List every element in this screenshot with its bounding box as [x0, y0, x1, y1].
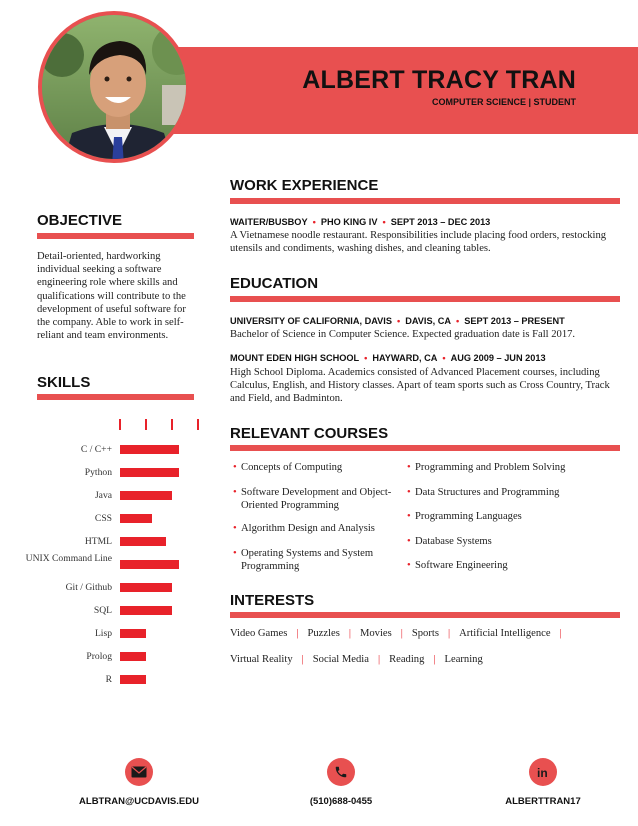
interests-rule	[230, 612, 620, 618]
course-item: • Algorithm Design and Analysis	[231, 523, 401, 536]
skill-bar	[120, 583, 172, 592]
education-place: HAYWARD, CA	[372, 353, 438, 363]
interest-item: Social Media	[312, 654, 369, 665]
course-item: • Database Systems	[405, 536, 620, 549]
phone-text[interactable]: (510)688-0455	[309, 796, 373, 807]
interest-item: Virtual Reality	[230, 654, 293, 665]
skill-bar	[120, 445, 179, 454]
work-description: A Vietnamese noodle restaurant. Responsibilities include placing food orders, restocking utensils and condiments, washing dishes, and cleaning tables.	[230, 230, 607, 255]
skill-bar	[120, 514, 152, 523]
skills-rule	[37, 394, 194, 400]
education-description: Bachelor of Science in Computer Science. Expected graduation date is Fall 2017.	[230, 329, 576, 340]
course-item: • Data Structures and Programming	[405, 487, 620, 500]
objective-title: OBJECTIVE	[37, 212, 123, 229]
skill-label: SQL	[93, 605, 112, 616]
education-rule	[230, 296, 620, 302]
interests-title: INTERESTS	[230, 592, 315, 609]
skill-bar	[120, 675, 146, 684]
education-dates: AUG 2009 – JUN 2013	[450, 353, 546, 363]
skill-bar	[120, 537, 166, 546]
course-item: • Programming Languages	[405, 511, 620, 524]
skill-bar	[120, 629, 146, 638]
course-item: • Operating Systems and System Programming	[231, 548, 401, 573]
work-role: WAITER/BUSBOY	[230, 217, 308, 227]
skill-bar	[120, 468, 179, 477]
skill-label: Git / Github	[65, 582, 112, 593]
skill-label: Java	[94, 490, 112, 501]
education-school: MOUNT EDEN HIGH SCHOOL	[230, 353, 360, 363]
course-item: • Software Engineering	[405, 560, 620, 573]
education-description: High School Diploma. Academics consisted of Advanced Placement courses, including Calculus, English, and History classes. Apart of team sports such as Cross Country, Track and Field, and Badminton.	[230, 367, 610, 405]
work-title: WORK EXPERIENCE	[230, 177, 379, 194]
education-place: DAVIS, CA	[405, 316, 451, 326]
education-title: EDUCATION	[230, 275, 319, 292]
skill-label: Prolog	[86, 651, 112, 662]
work-place: PHO KING IV	[320, 217, 378, 227]
skill-label: R	[105, 674, 112, 685]
skill-label: UNIX Command Line	[25, 553, 112, 564]
scale-tick	[197, 419, 199, 430]
phone-icon[interactable]	[327, 758, 355, 786]
scale-tick	[119, 419, 121, 430]
education-entry-head: MOUNT EDEN HIGH SCHOOL • HAYWARD, CA • AUG 2009 – JUN 2013	[230, 353, 546, 363]
skill-bar	[120, 606, 172, 615]
education-dates: SEPT 2013 – PRESENT	[464, 316, 565, 326]
linkedin-icon[interactable]	[529, 758, 557, 786]
scale-tick	[171, 419, 173, 430]
interest-item: Artificial Intelligence	[459, 628, 551, 639]
skill-bar	[120, 491, 172, 500]
scale-tick	[145, 419, 147, 430]
work-rule	[230, 198, 620, 204]
interest-item: Reading	[389, 654, 425, 665]
interest-item: Movies	[359, 628, 392, 639]
work-entry-head: WAITER/BUSBOY • PHO KING IV • SEPT 2013 – DEC 2013	[230, 217, 491, 227]
objective-rule	[37, 233, 194, 239]
education-entry-head: UNIVERSITY OF CALIFORNIA, DAVIS • DAVIS, CA • SEPT 2013 – PRESENT	[230, 316, 565, 326]
interest-item: Sports	[411, 628, 439, 639]
course-item: • Concepts of Computing	[231, 462, 401, 475]
job-subtitle: COMPUTER SCIENCE | STUDENT	[431, 97, 576, 107]
profile-photo	[38, 11, 190, 163]
courses-title: RELEVANT COURSES	[230, 425, 389, 442]
skill-bar	[120, 560, 179, 569]
email-text[interactable]: ALBTRAN@UCDAVIS.EDU	[79, 796, 199, 807]
skills-title: SKILLS	[37, 374, 91, 391]
course-item: • Software Development and Object-Oriented Programming	[231, 487, 401, 512]
skill-label: Lisp	[94, 628, 112, 639]
courses-rule	[230, 445, 620, 451]
interest-item: Video Games	[230, 628, 288, 639]
course-item: • Programming and Problem Solving	[405, 462, 620, 475]
interest-item: Puzzles	[307, 628, 340, 639]
linkedin-text[interactable]: ALBERTTRAN17	[505, 796, 581, 807]
skill-label: CSS	[94, 513, 112, 524]
skill-label: HTML	[84, 536, 112, 547]
full-name: ALBERT TRACY TRAN	[302, 66, 576, 94]
education-school: UNIVERSITY OF CALIFORNIA, DAVIS	[230, 316, 392, 326]
skill-label: C / C++	[80, 444, 112, 455]
objective-text: Detail-oriented, hardworking individual seeking a software engineering role where skills and qualifications will contribute to the development of useful software for the company. Able to work in self-reliant and team environments.	[37, 251, 186, 342]
email-icon[interactable]	[125, 758, 153, 786]
interests-line-1: Video Games | Puzzles | Movies | Sports | Artificial Intelligence |	[230, 628, 562, 639]
svg-text:in: in	[537, 766, 548, 779]
interest-item: Learning	[444, 654, 483, 665]
skill-label: Python	[84, 467, 112, 478]
work-dates: SEPT 2013 – DEC 2013	[390, 217, 491, 227]
skill-bar	[120, 652, 146, 661]
interests-line-2: Virtual Reality | Social Media | Reading | Learning	[230, 654, 483, 665]
